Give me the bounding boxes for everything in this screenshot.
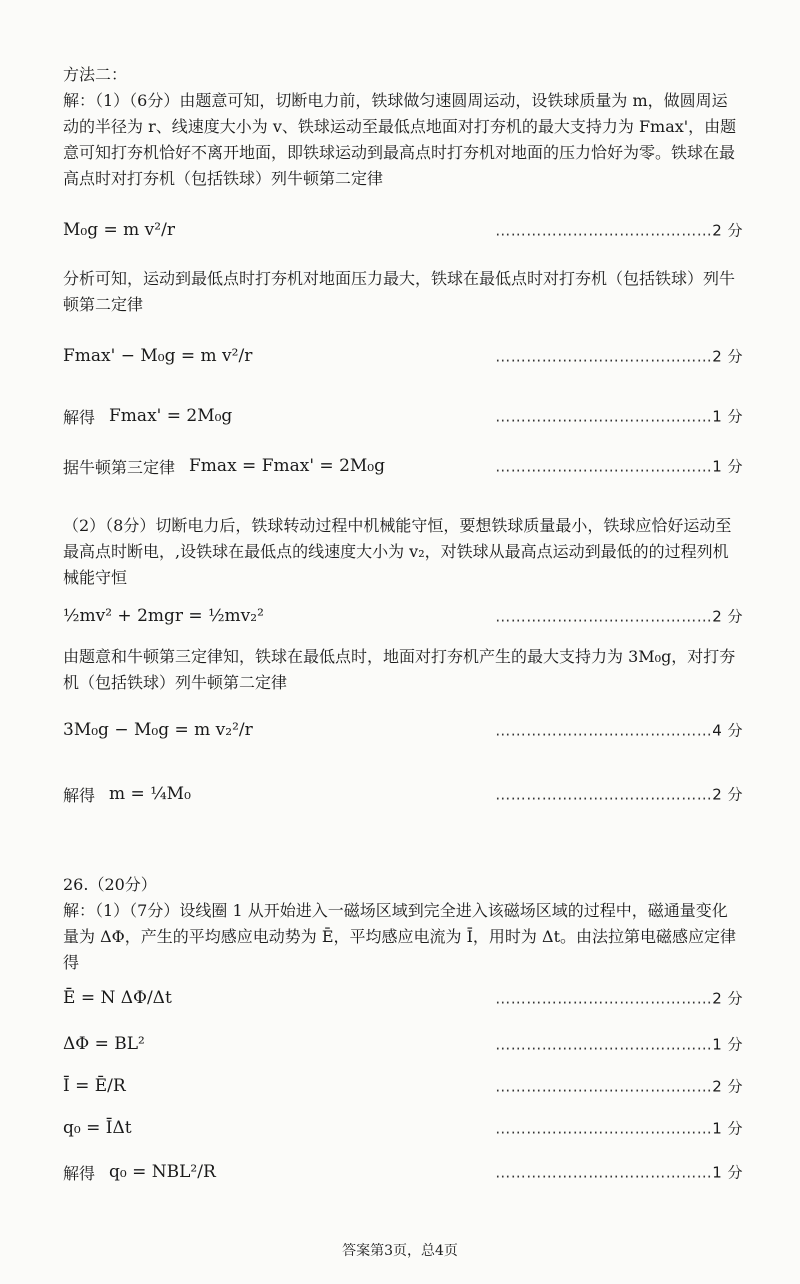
part2-intro: （2）（8分）切断电力后，铁球转动过程中机械能守恒，要想铁球质量最小，铁球应恰好运动至最高点时断电，,设铁球在最低点的线速度大小为 v₂，对铁球从最高点运动到最低的的过程列机械能守恒 — [63, 516, 732, 587]
q26-title: 26.（20分） — [63, 875, 157, 894]
method-heading: 方法二： — [63, 65, 128, 84]
q26-eq4-row — [63, 1104, 743, 1152]
q26-eq3: Ī = Ē/R — [63, 1076, 126, 1096]
part2-eq3-row — [63, 770, 743, 818]
part2-analysis: 由题意和牛顿第三定律知，铁球在最低点时，地面对打夯机产生的最大支持力为 3M₀g，对打夯机（包括铁球）列牛顿第二定律 — [63, 647, 736, 692]
q26-eq5-prefix: 解得 — [63, 1163, 96, 1183]
part2-eq1: ½mv² + 2mgr = ½mv₂² — [63, 606, 264, 626]
q26-eq1-row — [63, 974, 743, 1022]
part2-eq1-score: ……………………………………2 分 — [495, 607, 743, 626]
part1-eq2-score: ……………………………………2 分 — [495, 347, 743, 366]
part1-eq4-prefix: 据牛顿第三定律 — [63, 457, 176, 477]
part1-eq3-prefix: 解得 — [63, 407, 96, 427]
part1-eq3: Fmax' = 2M₀g — [109, 406, 233, 426]
q26-eq5-score: ……………………………………1 分 — [495, 1163, 743, 1182]
q26-eq3-score: ……………………………………2 分 — [495, 1077, 743, 1096]
part2-eq3-prefix: 解得 — [63, 785, 96, 805]
q26-eq3-row — [63, 1062, 743, 1110]
part2-eq3: m = ¼M₀ — [109, 784, 191, 804]
part2-eq2-row — [63, 706, 743, 754]
part1-intro: 解：（1）（6分）由题意可知，切断电力前，铁球做匀速圆周运动，设铁球质量为 m，做圆周运动的半径为 r、线速度大小为 v、铁球运动至最低点地面对打夯机的最大支持力为 Fmax'，由题意可知打夯机恰好不离开地面，即铁球运动到最高点时打夯机对地面的压力恰好为零。铁球在最高点时对打夯机（包括铁球）列牛顿第二定律 — [63, 91, 737, 188]
part2-eq2-score: ……………………………………4 分 — [495, 721, 743, 740]
page-footer: 答案第3页，总4页 — [342, 1243, 458, 1259]
q26-eq5: q₀ = NBL²/R — [109, 1162, 216, 1182]
part2-eq1-row — [63, 592, 743, 640]
q26-eq2: ΔΦ = BL² — [63, 1034, 145, 1054]
part1-eq2-row — [63, 332, 743, 380]
part2-eq2: 3M₀g − M₀g = m v₂²/r — [63, 720, 253, 740]
part2-eq3-score: ……………………………………2 分 — [495, 785, 743, 804]
q26-eq4-score: ……………………………………1 分 — [495, 1119, 743, 1138]
part1-eq4-row — [63, 442, 743, 490]
q26-eq4: q₀ = ĪΔt — [63, 1118, 132, 1138]
part1-eq4-score: ……………………………………1 分 — [495, 457, 743, 476]
part1-eq3-score: ……………………………………1 分 — [495, 407, 743, 426]
part1-eq1-score: ……………………………………2 分 — [495, 221, 743, 240]
part1-analysis: 分析可知，运动到最低点时打夯机对地面压力最大，铁球在最低点时对打夯机（包括铁球）列牛顿第二定律 — [63, 269, 736, 314]
q26-eq2-row — [63, 1020, 743, 1068]
part1-eq1: M₀g = m v²/r — [63, 220, 175, 240]
part1-eq1-row — [63, 206, 743, 254]
q26-eq5-row — [63, 1148, 743, 1196]
q26-eq1-score: ……………………………………2 分 — [495, 989, 743, 1008]
q26-eq1: Ē = N ΔΦ/Δt — [63, 988, 172, 1008]
part1-eq3-row — [63, 392, 743, 440]
q26-intro: 解：（1）（7分）设线圈 1 从开始进入一磁场区域到完全进入该磁场区域的过程中，磁通量变化量为 ΔΦ，产生的平均感应电动势为 Ē，平均感应电流为 Ī，用时为 Δt。由法拉第电磁感应定律得 — [63, 901, 737, 972]
part1-eq2: Fmax' − M₀g = m v²/r — [63, 346, 253, 366]
q26-eq2-score: ……………………………………1 分 — [495, 1035, 743, 1054]
part1-eq4: Fmax = Fmax' = 2M₀g — [189, 456, 385, 476]
